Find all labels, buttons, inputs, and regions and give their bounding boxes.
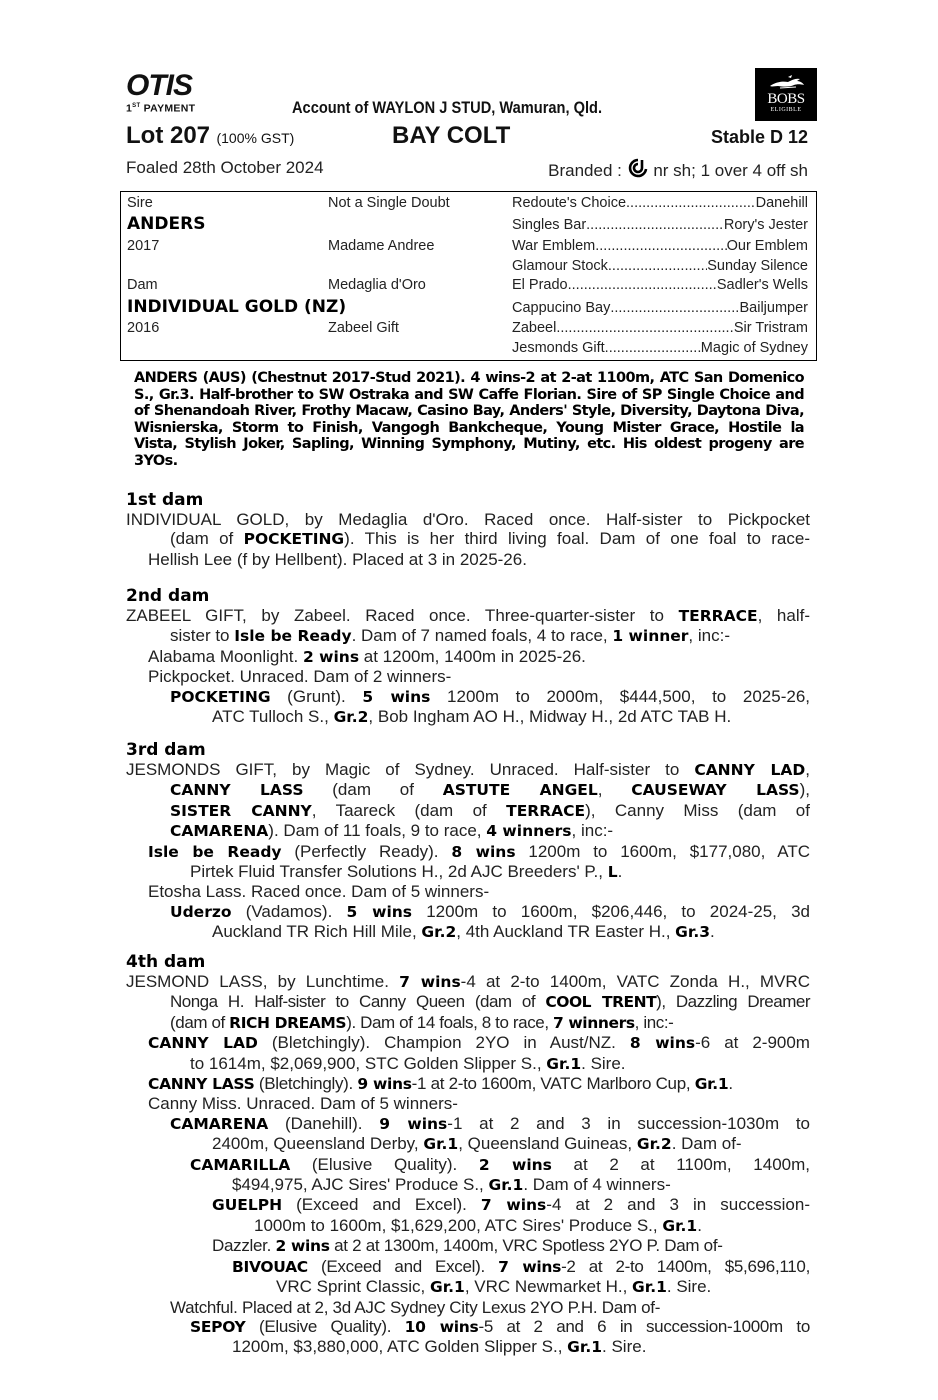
third-gen-row [512, 258, 808, 274]
text: (Grunt). [270, 686, 363, 706]
dam-sire: Medaglia d'Oro [328, 277, 426, 293]
text: (Bletchingly). [254, 1074, 358, 1094]
text: , [597, 780, 632, 800]
section-4th-dam [126, 952, 810, 1358]
badge-line2: ELIGIBLE [770, 107, 802, 113]
badge-line1: BOBS [767, 91, 805, 107]
text: , Queensland Guineas, [458, 1134, 637, 1154]
pedigree-line [126, 510, 810, 529]
bold-text: TERRACE [678, 607, 758, 625]
pedigree-line [126, 606, 810, 626]
bold-text: 1 winner [612, 627, 689, 646]
lot-number [126, 122, 294, 150]
ancestor-left: Cappucino Bay [512, 300, 611, 316]
bold-text: CANNY LAD [148, 1034, 258, 1053]
pedigree-line [126, 1337, 810, 1357]
text: (Bletchingly). Champion 2YO in Aust/NZ. [257, 1033, 630, 1053]
text: ATC Tulloch S., [212, 707, 334, 727]
third-gen-row [512, 195, 808, 211]
bold-text: 8 wins [629, 1034, 696, 1053]
text: (Danehill). [268, 1113, 380, 1133]
text: . Dam of 4 winners- [523, 1175, 671, 1195]
bold-text: COOL TRENT [545, 993, 657, 1012]
pedigree-line [126, 1134, 810, 1154]
text: (Elusive Quality). [245, 1316, 405, 1336]
bold-text: CAMARILLA [190, 1155, 291, 1174]
bold-text: Gr.1 [423, 1135, 459, 1154]
pedigree-line [126, 707, 810, 727]
text: 1200m to 1600m, $206,446, to 2024-25, 3d [412, 901, 810, 921]
text: , inc:- [688, 626, 730, 646]
bold-text: Gr.3 [675, 923, 711, 942]
text: . [697, 1215, 702, 1235]
text: Watchful. Placed at 2, 3d AJC Sydney City Lexus 2YO P.H. Dam of- [170, 1297, 661, 1317]
pedigree-line [126, 667, 810, 686]
pedigree-line [126, 862, 810, 882]
ancestor-left: Singles Bar [512, 217, 587, 233]
bold-text: BIVOUAC [232, 1257, 308, 1276]
bold-text: CAUSEWAY LASS [631, 781, 800, 800]
text: at 2 at 1300m, 1400m, VRC Spotless 2YO P. Dam of- [329, 1236, 723, 1256]
bold-text: 9 wins [379, 1114, 448, 1133]
text: Dazzler. [212, 1236, 276, 1256]
third-gen-row [512, 217, 808, 233]
text: (Exceed and Excel). [307, 1256, 499, 1276]
bold-text: POCKETING [243, 530, 345, 549]
vendor-account: Account of WAYLON J STUD, Wamuran, Qld. [292, 98, 603, 117]
pedigree-line [126, 1074, 810, 1094]
branded-text: nr sh; 1 over 4 off sh [653, 161, 808, 180]
bold-text: ASTUTE ANGEL [442, 781, 598, 800]
text: , Taareck (dam of [311, 800, 507, 820]
text: -1 at 2-to 1600m, VATC Marlboro Cup, [411, 1074, 695, 1094]
text: (Exceed and Excel). [282, 1195, 481, 1215]
pedigree-line [126, 1236, 810, 1256]
bold-text: 7 wins [480, 1196, 547, 1215]
pedigree-line [126, 992, 810, 1012]
text: -2 at 2-to 1400m, $5,696,110, [561, 1256, 810, 1276]
bold-text: CANNY LAD [694, 761, 806, 779]
otis-logo-word: OTIS [126, 69, 193, 102]
section-title: 4th dam [126, 952, 206, 972]
text: . Dam of- [671, 1134, 742, 1154]
leader-dots [608, 258, 707, 274]
bold-text: TERRACE [506, 801, 586, 820]
text: Canny Miss. Unraced. Dam of 5 winners- [148, 1094, 458, 1114]
pedigree-line [126, 647, 810, 667]
text: . [728, 1074, 733, 1094]
foaled-date: Foaled 28th October 2024 [126, 158, 324, 177]
leader-dots [556, 320, 734, 336]
pedigree-table [120, 191, 817, 361]
text: ). This is her third living foal. Dam of one foal to race- [344, 529, 811, 549]
third-gen-row [512, 238, 808, 254]
bold-text: 2 wins [302, 647, 360, 666]
bold-text: 7 wins [498, 1257, 562, 1276]
bold-text: Gr.2 [421, 923, 457, 942]
text: -1 at 2 and 3 in succession-1030m to [447, 1113, 810, 1133]
bold-text: GUELPH [212, 1196, 283, 1215]
branded-label: Branded : [548, 161, 622, 180]
stable-location: Stable D 12 [710, 127, 808, 147]
ancestor-left: War Emblem [512, 238, 596, 254]
pedigree-line [126, 1216, 810, 1236]
pedigree-line [126, 1257, 810, 1277]
bold-text: 9 wins [357, 1075, 412, 1094]
text: Hellish Lee (f by Hellbent). Placed at 3 in 2025-26. [148, 549, 527, 569]
ancestor-right: Sir Tristram [733, 320, 808, 336]
leader-dots [595, 238, 726, 254]
text: . [710, 922, 715, 942]
text: (dam of [170, 1012, 230, 1032]
ancestor-right: Magic of Sydney [700, 340, 808, 356]
text: at 1200m, 1400m in 2025-26. [359, 646, 586, 666]
otis-sponsor-logo [126, 69, 216, 118]
section-1st-dam [126, 490, 810, 569]
sire-name: ANDERS [127, 214, 206, 234]
sire-year: 2017 [127, 238, 160, 254]
ancestor-right: Danehill [755, 195, 808, 211]
text: (Perfectly Ready). [281, 841, 452, 861]
text: JESMOND LASS, by Lunchtime. [126, 972, 400, 991]
text: sister to [170, 626, 235, 646]
ancestor-left: El Prado [512, 277, 568, 293]
text: , 4th Auckland TR Easter H., [456, 922, 676, 942]
text: -6 at 2-900m [695, 1033, 810, 1053]
brand-mark-icon [627, 158, 649, 178]
dam-dam: Zabeel Gift [328, 320, 399, 336]
bold-text: CAMARENA [170, 1114, 269, 1133]
text: , half- [757, 606, 810, 625]
bold-text: Isle be Ready [148, 842, 282, 861]
sub-sup: ST [132, 103, 141, 109]
sub-rest: PAYMENT [140, 102, 196, 115]
pedigree-line [126, 842, 810, 862]
text: Pickpocket. Unraced. Dam of 2 winners- [148, 667, 452, 687]
section-title: 1st dam [126, 490, 204, 510]
ancestor-right: Sunday Silence [707, 258, 808, 274]
third-gen-row [512, 320, 808, 336]
pedigree-line [126, 902, 810, 922]
text: ), [799, 780, 810, 800]
third-gen-row [512, 277, 808, 293]
bold-text: Gr.2 [636, 1135, 672, 1154]
text: -5 at 2 and 6 in succession-1000m to [478, 1316, 810, 1336]
text: , inc:- [571, 821, 614, 841]
pedigree-line [126, 922, 810, 942]
pedigree-line [126, 972, 810, 992]
ancestor-left: Glamour Stock [512, 258, 608, 274]
text: JESMONDS GIFT, by Magic of Sydney. Unraced. Half-sister to [126, 760, 695, 779]
text: ), Canny Miss (dam of [585, 800, 810, 820]
leader-dots [610, 300, 739, 316]
ancestor-left: Zabeel [512, 320, 557, 336]
text: ), Dazzling Dreamer [656, 992, 810, 1012]
text: . Sire. [666, 1277, 712, 1297]
pedigree-line [126, 821, 810, 841]
pedigree-line [126, 1195, 810, 1215]
text: INDIVIDUAL GOLD, by Medaglia d'Oro. Raced once. Half-sister to Pickpocket [126, 510, 810, 529]
section-title: 2nd dam [126, 586, 210, 606]
bold-text: CANNY LASS [170, 781, 304, 800]
leader-dots [626, 195, 756, 211]
ancestor-right: Sadler's Wells [716, 277, 808, 293]
ancestor-right: Rory's Jester [723, 217, 808, 233]
bold-text: Uderzo [170, 902, 232, 921]
pedigree-line [126, 687, 810, 707]
text: , inc:- [634, 1012, 674, 1032]
bold-text: RICH DREAMS [229, 1013, 347, 1032]
bold-text: SISTER CANNY [170, 801, 312, 820]
pedigree-line [126, 626, 810, 646]
bold-text: POCKETING [170, 687, 271, 706]
text: 2400m, Queensland Derby, [212, 1134, 424, 1154]
pedigree-line [126, 1013, 810, 1033]
bold-text: 8 wins [451, 842, 516, 861]
ancestor-right: Bailjumper [739, 300, 808, 316]
third-gen-row [512, 340, 808, 356]
pedigree-line [126, 1155, 810, 1175]
horse-icon [766, 74, 806, 92]
bold-text: 7 winners [553, 1013, 635, 1032]
text: Pirtek Fluid Transfer Solutions H., 2d AJC Breeders' P., [190, 862, 608, 882]
bold-text: Gr.1 [429, 1278, 465, 1297]
bold-text: CANNY LASS [148, 1075, 255, 1094]
bold-text: 4 winners [486, 822, 572, 841]
pedigree-line [126, 529, 810, 549]
otis-logo-subtitle [126, 100, 216, 115]
text: -4 at 2-to 1400m, VATC Zonda H., MVRC [460, 972, 810, 991]
section-title: 3rd dam [126, 740, 206, 760]
text: -4 at 2 and 3 in succession- [546, 1195, 811, 1215]
text: . Sire. [581, 1053, 626, 1073]
dam-label: Dam [127, 277, 158, 293]
lot-label: Lot 207 [126, 122, 211, 149]
sire-summary: ANDERS (AUS) (Chestnut 2017-Stud 2021). 4 wins-2 at 2-at 1100m, ATC San Domenico S., Gr.3. Half-brother to SW Ostraka and SW Caffe Florian. Sire of SP Single Choice and of Shenandoah River, Frothy Macaw, Casino Bay, Anders' Style, Diversity, Daytona Diva, Wisnierska, Storm to Finish, Vangogh Bankcheque, Young Mister Grace, Hostile la Vista, Stylish Joker, Sapling, Winning Symphony, Mutiny, etc. His oldest progeny are 3YOs. [134, 370, 804, 469]
ancestor-left: Redoute's Choice [512, 195, 627, 211]
third-gen-row [512, 300, 808, 316]
text: . Dam of 7 named foals, 4 to race, [351, 626, 613, 646]
text: 1200m, $3,880,000, ATC Golden Slipper S., [232, 1337, 568, 1357]
bold-text: 5 wins [346, 902, 413, 921]
text: . Sire. [602, 1337, 647, 1357]
text: to 1614m, $2,069,900, STC Golden Slipper S., [190, 1053, 547, 1073]
ancestor-left: Jesmonds Gift [512, 340, 605, 356]
bold-text: 7 wins [399, 973, 461, 991]
bobs-eligible-badge [755, 68, 817, 121]
bold-text: 2 wins [478, 1155, 552, 1174]
text: $494,975, AJC Sires' Produce S., [232, 1175, 489, 1195]
bold-text: L [607, 863, 618, 882]
text: (dam of [170, 529, 244, 549]
text: Auckland TR Rich Hill Mile, [212, 922, 422, 942]
pedigree-line [126, 1277, 810, 1297]
text: , [805, 760, 810, 779]
text: 1200m to 2000m, $444,500, to 2025-26, [430, 686, 810, 706]
text: . [617, 862, 623, 882]
pedigree-line [126, 780, 810, 800]
bold-text: SEPOY [190, 1317, 246, 1336]
ancestor-right: Our Emblem [726, 238, 808, 254]
bold-text: Gr.1 [488, 1176, 524, 1195]
bold-text: Gr.1 [567, 1338, 603, 1357]
section-3rd-dam [126, 740, 810, 943]
leader-dots [586, 217, 724, 233]
sire-sire: Not a Single Doubt [328, 195, 450, 211]
text: , VRC Newmarket H., [464, 1277, 633, 1297]
text: (dam of [303, 780, 443, 800]
sire-label: Sire [127, 195, 153, 211]
pedigree-line [126, 1114, 810, 1134]
text: Etosha Lass. Raced once. Dam of 5 winners- [148, 882, 490, 902]
gst-note: (100% GST) [216, 130, 295, 146]
leader-dots [605, 340, 701, 356]
pedigree-line [126, 1317, 810, 1337]
pedigree-line [126, 550, 810, 569]
pedigree-line [126, 882, 810, 901]
sire-dam: Madame Andree [328, 238, 435, 254]
pedigree-line [126, 760, 810, 780]
bold-text: Gr.1 [662, 1216, 698, 1235]
section-2nd-dam [126, 586, 810, 727]
sub-prefix: 1 [126, 102, 133, 115]
bold-text: Gr.1 [694, 1075, 729, 1094]
text: (Vadamos). [231, 901, 347, 921]
leader-dots [568, 277, 717, 293]
text: ). Dam of 14 foals, 8 to race, [346, 1012, 553, 1032]
pedigree-line [126, 1054, 810, 1074]
bold-text: Isle be Ready [234, 627, 352, 646]
brand-description [548, 158, 808, 181]
horse-sex-colour: BAY COLT [392, 122, 511, 149]
text: 1200m to 1600m, $177,080, ATC [515, 841, 810, 861]
pedigree-line [126, 1175, 810, 1195]
text: ). Dam of 11 foals, 9 to race, [268, 821, 487, 841]
dam-year: 2016 [127, 320, 160, 336]
bold-text: Gr.2 [333, 708, 369, 727]
text: Nonga H. Half-sister to Canny Queen (dam of [170, 992, 546, 1012]
text: ZABEEL GIFT, by Zabeel. Raced once. Three-quarter-sister to [126, 606, 679, 625]
bold-text: CAMARENA [170, 822, 269, 841]
pedigree-line [126, 801, 810, 821]
text: , Bob Ingham AO H., Midway H., 2d ATC TAB H. [368, 707, 732, 727]
bold-text: 2 wins [275, 1237, 330, 1256]
dam-name: INDIVIDUAL GOLD (NZ) [127, 297, 347, 317]
bold-text: 5 wins [362, 687, 431, 706]
text: at 2 at 1100m, 1400m, [551, 1154, 810, 1174]
pedigree-line [126, 1094, 810, 1113]
pedigree-line [126, 1033, 810, 1053]
bold-text: Gr.1 [546, 1054, 582, 1073]
bold-text: 10 wins [404, 1317, 479, 1336]
text: 1000m to 1600m, $1,629,200, ATC Sires' Produce S., [254, 1215, 663, 1235]
bold-text: Gr.1 [632, 1278, 667, 1297]
text: (Elusive Quality). [290, 1154, 479, 1174]
text: Alabama Moonlight. [148, 646, 303, 666]
pedigree-line [126, 1298, 810, 1317]
text: VRC Sprint Classic, [276, 1277, 430, 1297]
